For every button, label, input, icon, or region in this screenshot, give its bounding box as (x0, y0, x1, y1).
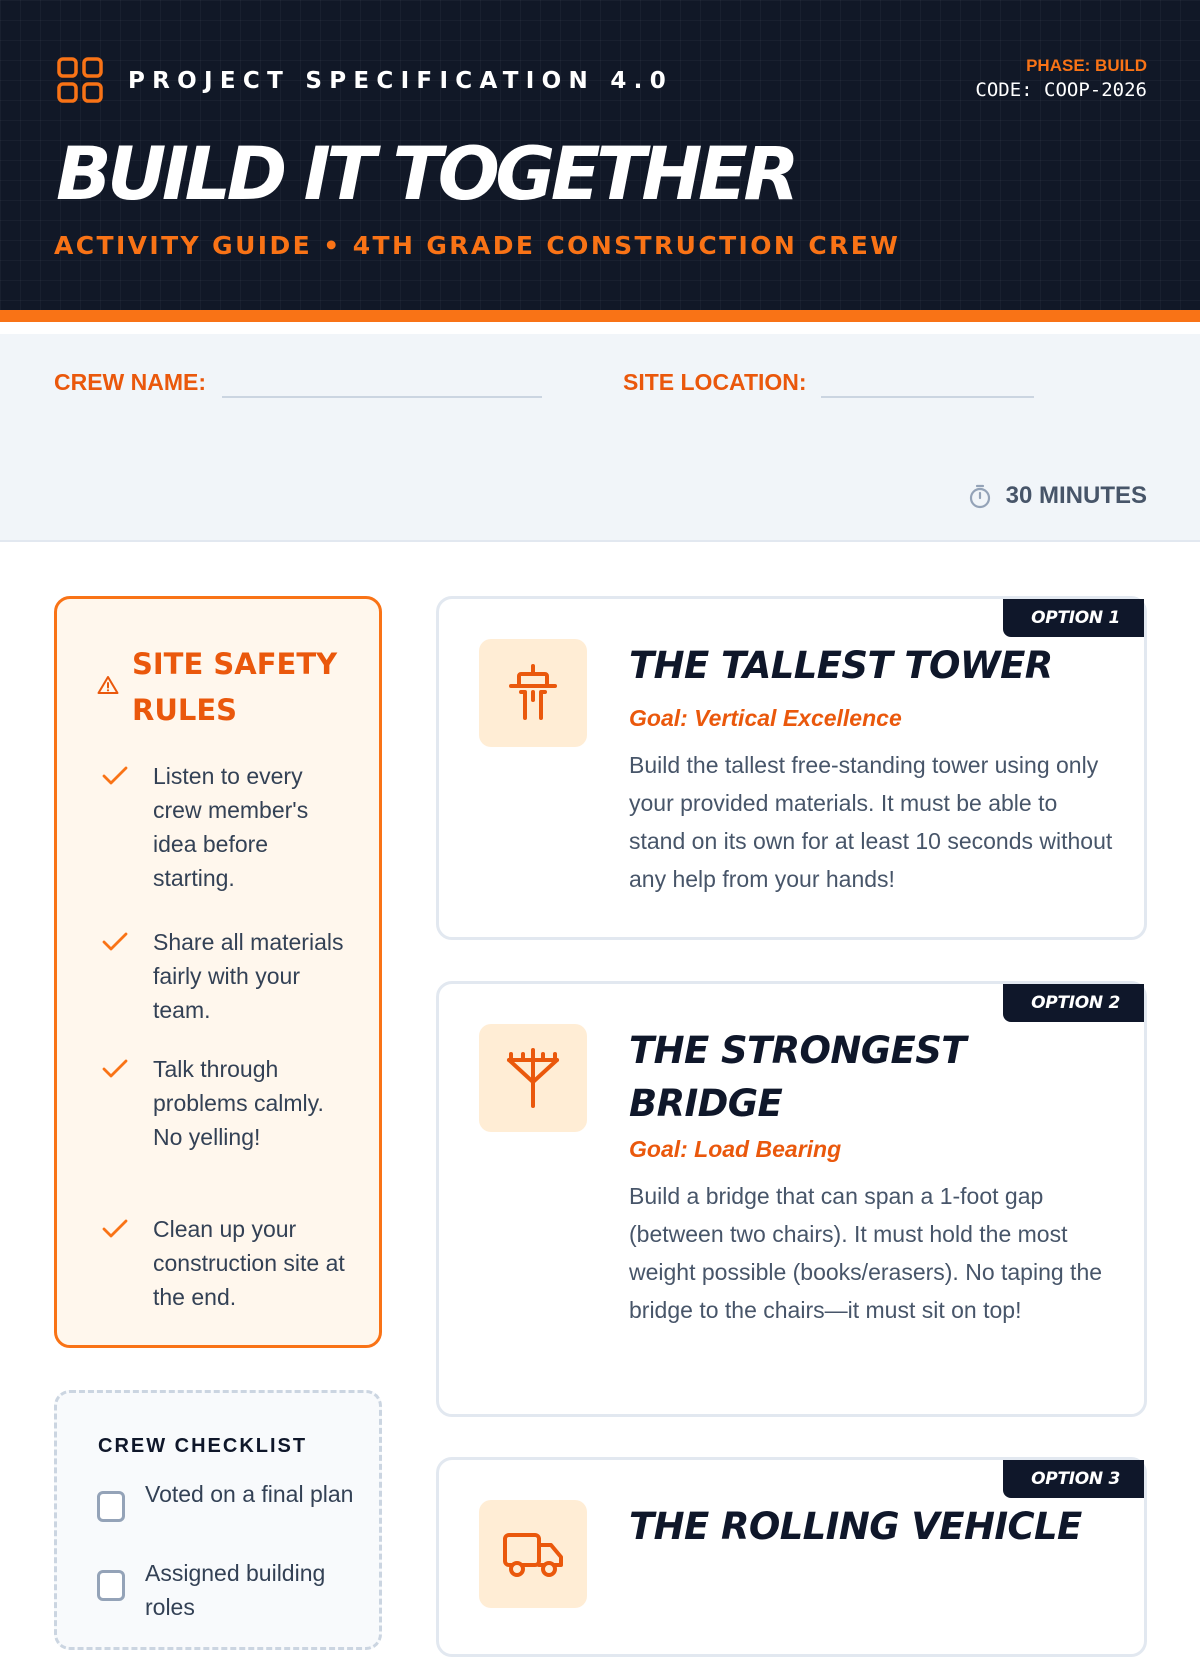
header (0, 0, 1200, 322)
page-subtitle: ACTIVITY GUIDE • 4TH GRADE CONSTRUCTION CREW (54, 231, 901, 260)
tower-icon (505, 662, 561, 724)
checklist-item-label: Assigned building roles (145, 1560, 326, 1620)
check-icon (101, 765, 129, 787)
duration (968, 482, 1147, 510)
checklist-item-label: Voted on a final plan (145, 1481, 354, 1507)
crew-checklist (54, 1390, 382, 1650)
duration-label: 30 MINUTES (1005, 482, 1147, 509)
safety-rule-text: Share all materials fairly with your team. (153, 929, 344, 1023)
power-pole-icon (503, 1046, 563, 1110)
option-description: Build a bridge that can span a 1-foot gap (between two chairs). It must hold the most weight possible (books/erasers). No taping the bridge to the chairs—it must sit on top! (629, 1183, 1103, 1323)
option-badge: OPTION 2 (1003, 984, 1144, 1022)
crew-info-band (0, 334, 1200, 542)
option-card (436, 981, 1147, 1417)
page-title: BUILD IT TOGETHER (56, 132, 796, 217)
option-title: THE TALLEST TOWER (629, 644, 1053, 687)
check-icon (101, 1058, 129, 1080)
option-card (436, 596, 1147, 940)
safety-rule-text: Talk through problems calmly. No yelling! (153, 1056, 324, 1150)
crew-name-label: CREW NAME: (54, 369, 207, 395)
option-badge: OPTION 1 (1003, 599, 1144, 637)
safety-rules-panel (54, 596, 382, 1348)
option-icon-box (479, 1500, 587, 1608)
checkbox[interactable] (97, 1491, 125, 1522)
spec-title: PROJECT SPECIFICATION 4.0 (128, 68, 673, 94)
check-icon (101, 1218, 129, 1240)
truck-icon (501, 1529, 565, 1579)
site-location-label: SITE LOCATION: (623, 369, 807, 395)
check-icon (101, 931, 129, 953)
checkbox[interactable] (97, 1570, 125, 1601)
crew-name-field[interactable] (222, 396, 542, 398)
safety-rule-text: Listen to every crew member's idea before starting. (153, 763, 309, 891)
option-icon-box (479, 639, 587, 747)
option-goal: Goal: Load Bearing (629, 1136, 842, 1162)
option-icon-box (479, 1024, 587, 1132)
option-title: THE STRONGEST BRIDGE (629, 1029, 966, 1125)
stopwatch-icon (968, 483, 992, 509)
checklist-title: CREW CHECKLIST (98, 1435, 308, 1457)
safety-rules-title: SITE SAFETY RULES (132, 647, 338, 727)
site-location-field[interactable] (821, 396, 1034, 398)
phase-label: PHASE: BUILD (1026, 56, 1147, 75)
option-badge: OPTION 3 (1003, 1460, 1144, 1498)
option-title: THE ROLLING VEHICLE (629, 1505, 1082, 1548)
option-card (436, 1457, 1147, 1657)
warning-icon (97, 675, 119, 695)
grid-logo-icon (57, 57, 103, 103)
option-description: Build the tallest free-standing tower using only your provided materials. It must be able to stand on its own for at least 10 seconds without any help from your hands! (629, 752, 1113, 892)
project-code: CODE: COOP-2026 (975, 79, 1147, 101)
option-goal: Goal: Vertical Excellence (629, 705, 902, 731)
safety-rule-text: Clean up your construction site at the end. (153, 1216, 345, 1310)
